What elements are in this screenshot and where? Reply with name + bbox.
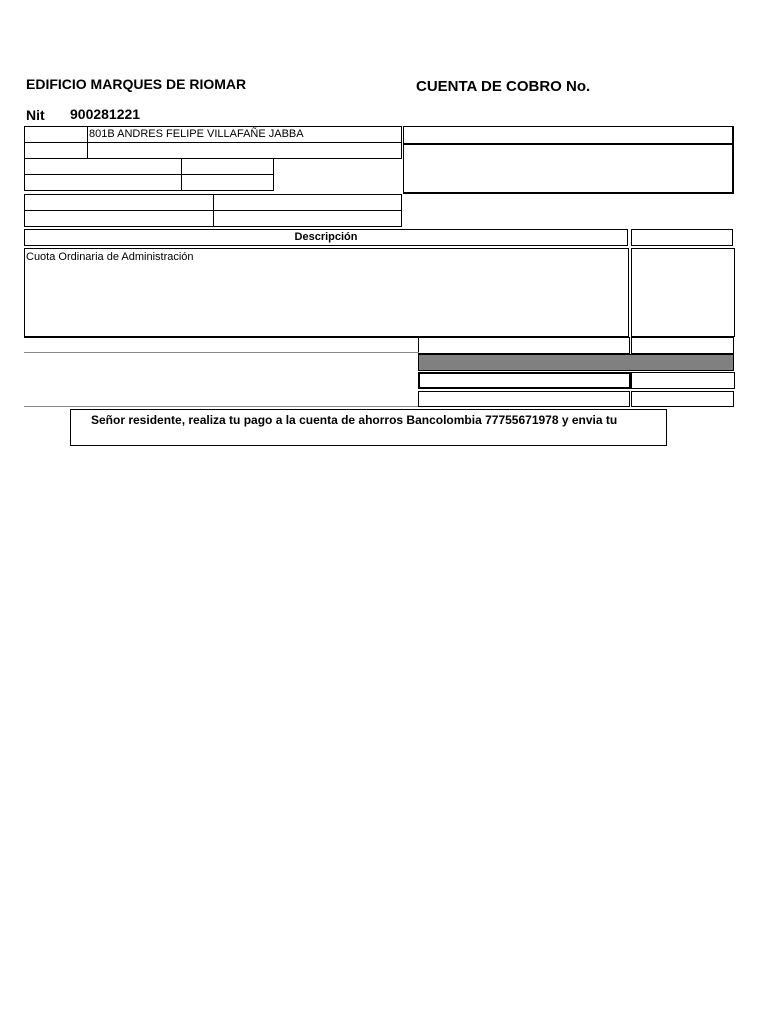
notes-area	[24, 352, 419, 407]
total-value-cell	[631, 372, 735, 389]
info-cell-c	[24, 158, 182, 175]
payment-note: Señor residente, realiza tu pago a la cuenta de ahorros Bancolombia 77755671978 y envia tu	[91, 413, 618, 427]
info-cell-e	[24, 174, 182, 191]
description-header-label: Descripción	[294, 231, 358, 243]
nit-value: 900281221	[70, 106, 141, 122]
info-cell-a	[24, 142, 88, 159]
subtotal-value-cell	[631, 337, 734, 354]
info-cell-g	[24, 194, 214, 211]
info-cell-unit-code	[24, 126, 88, 143]
bill-number-cell	[403, 126, 734, 144]
total-label-cell	[418, 372, 631, 389]
balance-value-cell	[631, 391, 734, 407]
info-cell-f	[181, 174, 274, 191]
info-cell-b	[87, 142, 402, 159]
value-header	[631, 229, 733, 246]
balance-label-cell	[418, 391, 630, 407]
info-cell-i	[24, 210, 214, 227]
item-row-1: Cuota Ordinaria de Administración	[26, 251, 194, 263]
building-name: EDIFICIO MARQUES DE RIOMAR	[26, 76, 247, 92]
items-area	[24, 248, 629, 337]
resident-name: 801B ANDRES FELIPE VILLAFAÑE JABBA	[89, 128, 304, 140]
description-header	[24, 229, 628, 246]
totals-divider-left	[24, 337, 418, 338]
subtotal-label-cell	[418, 337, 630, 354]
info-cell-j	[213, 210, 402, 227]
nit-label: Nit	[26, 107, 45, 123]
bill-title: CUENTA DE COBRO No.	[416, 78, 591, 95]
values-area	[631, 248, 735, 337]
info-cell-d	[181, 158, 274, 175]
bill-info-area	[403, 143, 734, 194]
shaded-total-row	[418, 354, 734, 371]
info-cell-resident-name	[87, 126, 402, 143]
info-cell-h	[213, 194, 402, 211]
payment-note-box	[70, 409, 667, 446]
